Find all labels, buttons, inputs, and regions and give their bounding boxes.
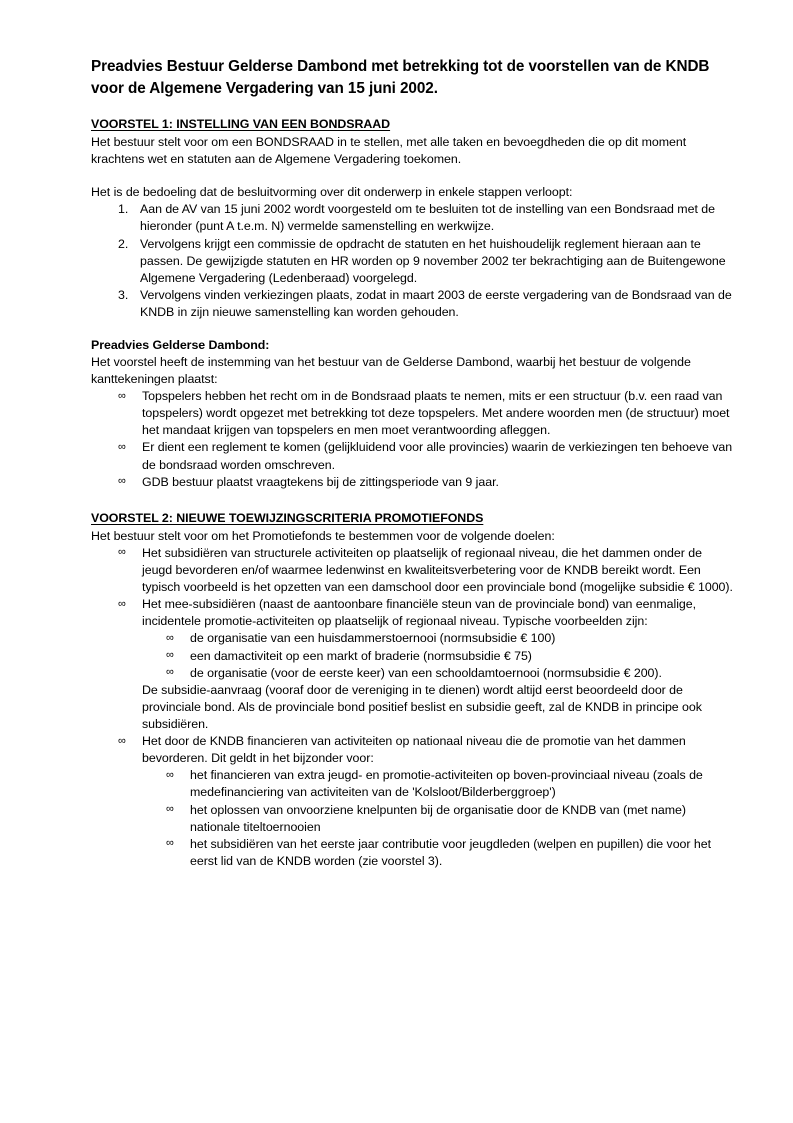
- infinity-bullet-icon: ∞: [118, 597, 126, 610]
- list-item: [91, 802, 735, 836]
- list-item-text: het financieren van extra jeugd- en promotie-activiteiten op boven-provinciaal niveau (zoals de medefinanciering van activiteiten van de 'Kolsloot/Bilderberggroep'): [190, 768, 703, 800]
- list-item-text: Het mee-subsidiëren (naast de aantoonbare financiële steun van de provinciale bond) van eenmalige, incidentele promotie-activiteiten op plaatselijk of regionaal niveau. Typische voorbeelden zijn:: [142, 597, 697, 629]
- voorstel-2-heading: VOORSTEL 2: NIEUWE TOEWIJZINGSCRITERIA PROMOTIEFONDS: [91, 510, 484, 525]
- list-item-text: Er dient een reglement te komen (gelijkluidend voor alle provincies) waarin de verkiezingen ten behoeve van de bondsraad worden omschreven.: [142, 440, 733, 472]
- infinity-bullet-icon: ∞: [118, 475, 126, 488]
- voorstel-1-steps-intro: Het is de bedoeling dat de besluitvorming over dit onderwerp in enkele stappen verloopt:: [91, 185, 573, 200]
- list-item-text: Het subsidiëren van structurele activiteiten op plaatselijk of regionaal niveau, die het dammen onder de jeugd bevorderen en/of waarmee ledenwinst en kwaliteitsverbetering voor de KNDB bereikt wordt. Een typisch voorbeeld is het opzetten van een damschool door een provinciale bond (mogelijke subsidie € 1000).: [142, 545, 733, 595]
- list-item: [91, 596, 735, 630]
- spacer: [91, 168, 735, 184]
- infinity-bullet-icon: ∞: [166, 649, 174, 662]
- list-item: [91, 648, 735, 665]
- infinity-bullet-icon: ∞: [166, 803, 174, 816]
- infinity-bullet-icon: ∞: [118, 546, 126, 559]
- list-item: [91, 630, 735, 647]
- list-item: Vervolgens vinden verkiezingen plaats, zodat in maart 2003 de eerste vergadering van de Bondsraad van de KNDB in zijn nieuwe samenstelling kan worden gehouden.: [140, 287, 732, 319]
- voorstel-2-intro: Het bestuur stelt voor om het Promotiefonds te bestemmen voor de volgende doelen:: [91, 528, 555, 543]
- list-item-text: Topspelers hebben het recht om in de Bondsraad plaats te nemen, mits er een structuur (b.v. een raad van topspelers) wordt opgezet met betrekking tot deze topspelers. Met andere woorden men (de structuur) moet het mandaat krijgen van topspelers en men moet verantwoording afleggen.: [142, 389, 730, 438]
- voorstel-2-doelen-list: [91, 545, 735, 631]
- infinity-bullet-icon: ∞: [166, 631, 174, 644]
- voorstel-2-doel3-sublist: [91, 767, 735, 870]
- list-item-text: Het door de KNDB financieren van activiteiten op nationaal niveau die de promotie van het dammen bevorderen. Dit geldt in het bijzonder voor:: [142, 734, 686, 766]
- list-item: [91, 474, 735, 491]
- list-item: [91, 665, 735, 682]
- infinity-bullet-icon: ∞: [118, 734, 126, 747]
- list-item-text: een damactiviteit op een markt of braderie (normsubsidie € 75): [190, 648, 532, 663]
- list-item: Aan de AV van 15 juni 2002 wordt voorgesteld om te besluiten tot de instelling van een Bondsraad met de hieronder (punt A t.e.m. N) vermelde samenstelling en werkwijze.: [140, 202, 715, 234]
- list-item-text: het subsidiëren van het eerste jaar contributie voor jeugdleden (welpen en pupillen) die voor het eerst lid van de KNDB worden (zie voorstel 3).: [190, 836, 711, 868]
- voorstel-1-heading-wrap: [91, 115, 735, 133]
- list-item: [91, 733, 735, 767]
- voorstel-1-heading: VOORSTEL 1: INSTELLING VAN EEN BONDSRAAD: [91, 116, 391, 131]
- infinity-bullet-icon: ∞: [166, 666, 174, 679]
- list-item: [91, 767, 735, 801]
- list-item: [91, 836, 735, 870]
- spacer: [91, 321, 735, 337]
- kanttekeningen-list: [91, 388, 735, 491]
- voorstel-1-steps-list: [91, 201, 735, 321]
- spacer: [91, 491, 735, 509]
- list-item: [91, 388, 735, 439]
- voorstel-1-intro: Het bestuur stelt voor om een BONDSRAAD in te stellen, met alle taken en bevoegdheden die op dit moment krachtens wet en statuten aan de Algemene Vergadering toekomen.: [91, 134, 687, 167]
- list-item-text: het oplossen van onvoorziene knelpunten bij de organisatie door de KNDB van (met name) nationale titeltoernooien: [190, 802, 686, 834]
- list-item: [91, 439, 735, 473]
- preadvies-intro: Het voorstel heeft de instemming van het bestuur van de Gelderse Dambond, waarbij het bestuur de volgende kanttekeningen plaatst:: [91, 354, 691, 387]
- infinity-bullet-icon: ∞: [118, 389, 126, 402]
- voorstel-2-doel3-list: [91, 733, 735, 767]
- list-item: [91, 545, 735, 596]
- list-item-text: de organisatie van een huisdammerstoernooi (normsubsidie € 100): [190, 631, 556, 646]
- preadvies-subheading: Preadvies Gelderse Dambond:: [91, 338, 270, 353]
- page-title: Preadvies Bestuur Gelderse Dambond met betrekking tot de voorstellen van de KNDB voor de Algemene Vergadering van 15 juni 2002.: [91, 58, 710, 98]
- infinity-bullet-icon: ∞: [166, 768, 174, 781]
- list-item-text: de organisatie (voor de eerste keer) van een schooldamtoernooi (normsubsidie € 200).: [190, 665, 662, 680]
- voorstel-2-heading-wrap: [91, 509, 735, 527]
- list-item: Vervolgens krijgt een commissie de opdracht de statuten en het huishoudelijk reglement hieraan aan te passen. De gewijzigde statuten en HR worden op 9 november 2002 ter bekrachtiging aan de Buitengewone Algemene Vergadering (Ledenberaad) voorgelegd.: [140, 236, 726, 285]
- voorstel-2-doel2-afterword: De subsidie-aanvraag (vooraf door de vereniging in te dienen) wordt altijd eerst beoordeeld door de provinciale bond. Als de provinciale bond positief beslist en subsidie geeft, zal de KNDB in principe ook subsidiëren.: [142, 682, 702, 731]
- infinity-bullet-icon: ∞: [166, 837, 174, 850]
- list-item-text: GDB bestuur plaatst vraagtekens bij de zittingsperiode van 9 jaar.: [142, 474, 499, 489]
- infinity-bullet-icon: ∞: [118, 440, 126, 453]
- voorstel-2-doel2-sublist: [91, 630, 735, 681]
